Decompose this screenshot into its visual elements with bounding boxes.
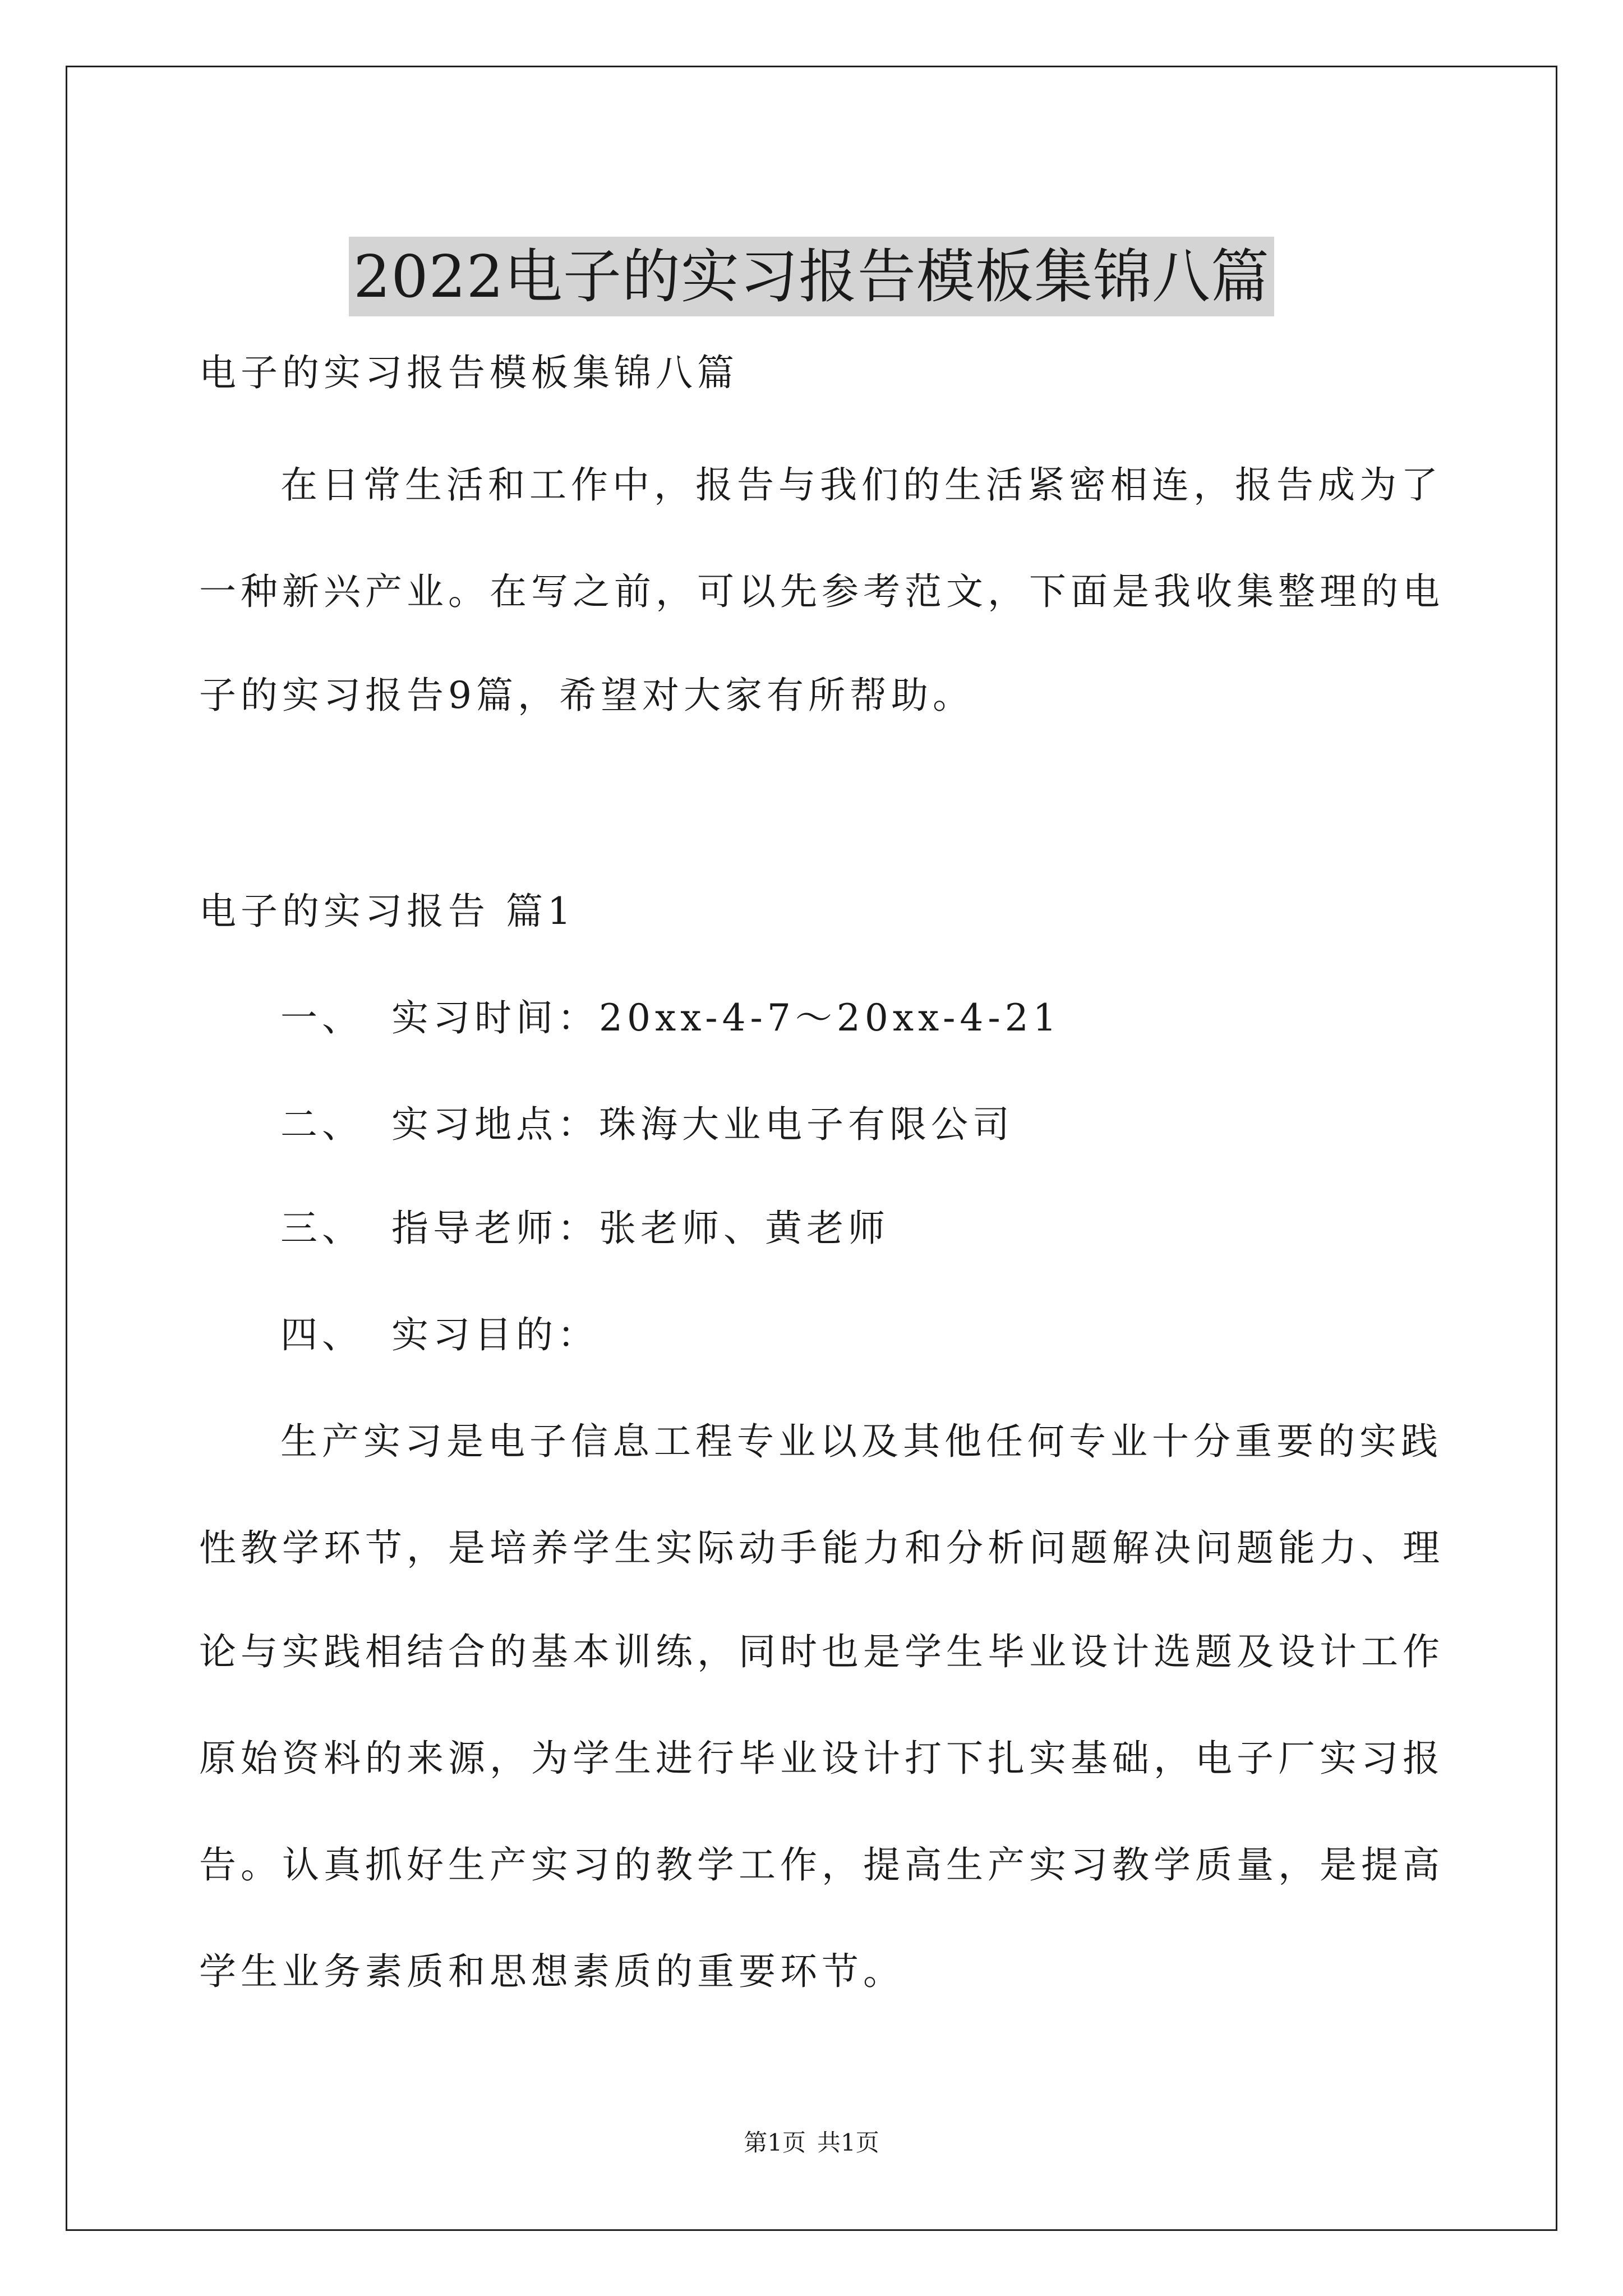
list-item-number: 三、 bbox=[280, 1207, 363, 1250]
list-item-text: 实习时间：20xx-4-7～20xx-4-21 bbox=[391, 996, 1061, 1039]
list-item bbox=[280, 1310, 599, 1360]
list-item bbox=[280, 1203, 889, 1254]
document-title: 2022电子的实习报告模板集锦八篇 bbox=[349, 237, 1274, 316]
page-footer bbox=[0, 2126, 1623, 2160]
paragraph-line: 告。认真抓好生产实习的教学工作，提高生产实习教学质量，是提高 bbox=[199, 1843, 1444, 1887]
intro-line: 在日常生活和工作中，报告与我们的生活紧密相连，报告成为了 bbox=[280, 463, 1442, 507]
paragraph-line: 学生业务素质和思想素质的重要环节。 bbox=[199, 1950, 905, 1993]
intro-line: 一种新兴产业。在写之前，可以先参考范文，下面是我收集整理的电 bbox=[199, 570, 1444, 613]
section-heading: 电子的实习报告 篇1 bbox=[199, 890, 575, 933]
page-total: 共1页 bbox=[817, 2129, 879, 2156]
paragraph-line: 生产实习是电子信息工程专业以及其他任何专业十分重要的实践 bbox=[280, 1420, 1442, 1463]
paragraph-line: 原始资料的来源，为学生进行毕业设计打下扎实基础，电子厂实习报 bbox=[199, 1737, 1444, 1780]
list-item-number: 四、 bbox=[280, 1313, 363, 1356]
paragraph-line: 论与实践相结合的基本训练，同时也是学生毕业设计选题及设计工作 bbox=[199, 1630, 1444, 1673]
list-item-number: 二、 bbox=[280, 1103, 363, 1146]
list-item bbox=[280, 1099, 1014, 1150]
list-item bbox=[280, 993, 1061, 1043]
list-item-text: 实习地点：珠海大业电子有限公司 bbox=[391, 1103, 1014, 1146]
title-container bbox=[0, 197, 1623, 355]
document-subtitle: 电子的实习报告模板集锦八篇 bbox=[199, 351, 739, 394]
paragraph-line: 性教学环节，是培养学生实际动手能力和分析问题解决问题能力、理 bbox=[199, 1526, 1444, 1570]
list-item-text: 实习目的： bbox=[391, 1313, 599, 1356]
intro-line: 子的实习报告9篇，希望对大家有所帮助。 bbox=[199, 674, 974, 717]
page-number: 第1页 bbox=[744, 2129, 806, 2156]
list-item-number: 一、 bbox=[280, 996, 363, 1039]
list-item-text: 指导老师：张老师、黄老师 bbox=[391, 1207, 889, 1250]
